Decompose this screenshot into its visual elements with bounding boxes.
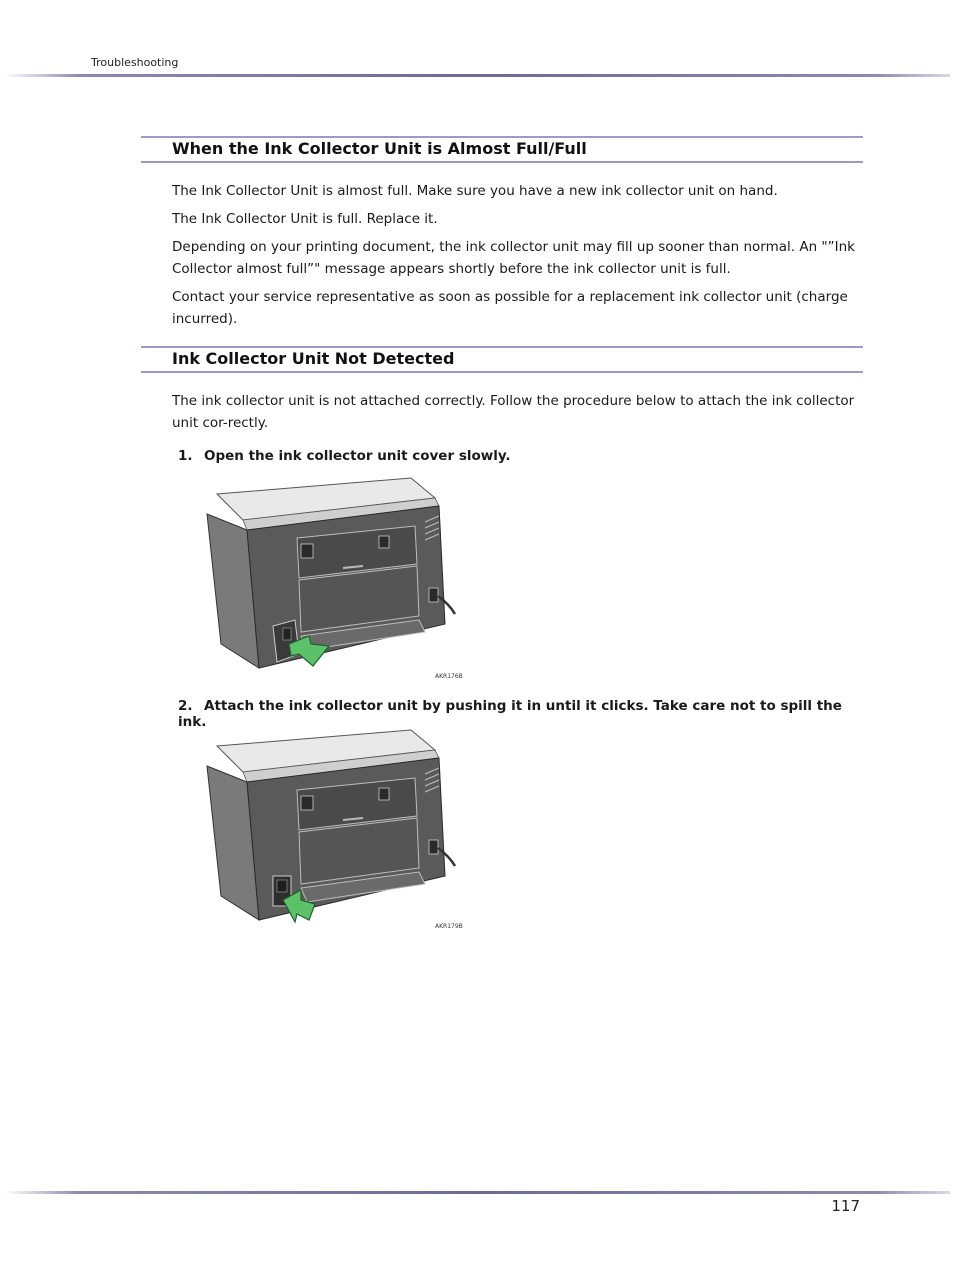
- running-head: Troubleshooting: [91, 56, 179, 69]
- figure-code: AKR176B: [435, 673, 463, 680]
- paragraph: The Ink Collector Unit is almost full. Make sure you have a new ink collector unit on hand.: [172, 183, 778, 199]
- section-title: When the Ink Collector Unit is Almost Full/Full: [172, 139, 587, 158]
- paragraph: Contact your service representative as soon as possible for a replacement ink collector unit (charge incurred).: [172, 289, 848, 327]
- section-title: Ink Collector Unit Not Detected: [172, 349, 455, 368]
- step-text: Attach the ink collector unit by pushing it in until it clicks. Take care not to spill the ink.: [178, 698, 842, 730]
- page-number: 117: [831, 1197, 860, 1215]
- section-heading-ink-collector-full: [141, 136, 863, 163]
- printer-illustration-open-cover: [203, 476, 465, 681]
- printer-illustration-attach-unit: [203, 728, 465, 933]
- section-heading-not-detected: [141, 346, 863, 373]
- step-1: [178, 448, 868, 464]
- step-2: [178, 698, 868, 730]
- figure-code: AKR179B: [435, 923, 463, 930]
- paragraph: The Ink Collector Unit is full. Replace it.: [172, 211, 438, 227]
- paragraph: The ink collector unit is not attached correctly. Follow the procedure below to attach the ink collector unit cor-rectly.: [172, 393, 855, 431]
- paragraph: Depending on your printing document, the ink collector unit may fill up sooner than normal. An "”Ink Collector almost full”" message appears shortly before the ink collector unit is full.: [172, 239, 855, 277]
- step-number: 2.: [178, 698, 193, 714]
- step-text: Open the ink collector unit cover slowly.: [204, 448, 511, 464]
- top-rule: [4, 74, 950, 77]
- bottom-rule: [4, 1191, 950, 1194]
- step-number: 1.: [178, 448, 193, 464]
